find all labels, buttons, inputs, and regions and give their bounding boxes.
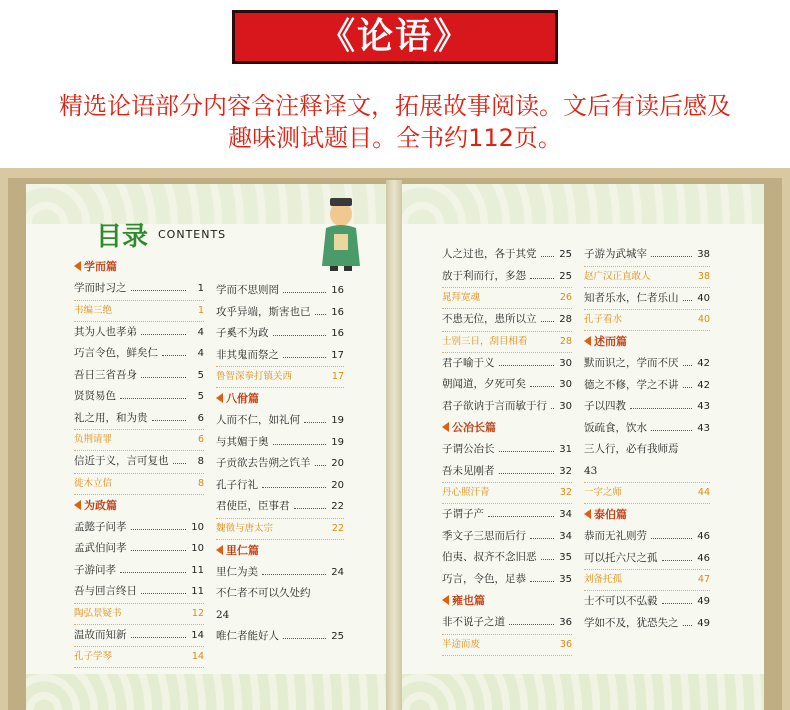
page-number: 32: [559, 487, 572, 498]
entry-title: 子游为武城宰: [584, 248, 647, 260]
page-number: 11: [191, 586, 204, 597]
dot-leader: [651, 256, 692, 257]
page-number: 24: [331, 566, 344, 578]
entry-title: 学而不思则罔: [216, 284, 279, 296]
page-number: 8: [197, 456, 204, 467]
dot-leader: [162, 355, 186, 356]
page-number: 17: [331, 371, 344, 382]
cloud-pattern-bottom: [26, 674, 386, 710]
toc-extended-story: [442, 287, 572, 309]
toc-extended-story: [584, 482, 710, 504]
toc-entry: [442, 547, 572, 569]
page-number: 30: [559, 357, 572, 369]
entry-title: 孟武伯问孝: [74, 542, 127, 554]
story-title: 韦编三绝: [74, 304, 113, 316]
page-number: 28: [559, 314, 572, 325]
dot-leader: [131, 637, 186, 638]
section-label: 公冶长篇: [452, 421, 496, 434]
toc-entry: [74, 322, 204, 344]
story-title: 一字之师: [584, 487, 623, 498]
dot-leader: [315, 465, 326, 466]
entry-title: 君子欲讷于言而敏于行: [442, 399, 547, 412]
page-number: 19: [331, 415, 344, 426]
toc-entry: [584, 461, 710, 483]
page-number: 11: [191, 564, 204, 576]
toc-extended-story: [216, 518, 344, 540]
page-number: 30: [559, 400, 572, 412]
toc-entry: [442, 374, 572, 396]
story-title: 丹心照汗青: [442, 487, 490, 498]
toc-entry: [216, 323, 344, 345]
toc-entry: [74, 538, 204, 560]
toc-entry: [216, 432, 344, 454]
toc-entry: [584, 288, 710, 310]
page-number: 10: [191, 521, 204, 533]
toc-entry: [74, 386, 204, 408]
page-number: 16: [331, 328, 344, 339]
toc-entry: [584, 244, 710, 266]
toc-entry: [442, 353, 572, 375]
page-number: 34: [559, 530, 572, 542]
entry-title: 子游问孝: [74, 563, 116, 576]
dot-leader: [131, 550, 186, 551]
toc-entry: [584, 526, 710, 548]
dot-leader: [530, 581, 554, 582]
toc-extended-story: [74, 300, 204, 322]
dot-leader: [651, 430, 692, 431]
page-number: 19: [331, 436, 344, 448]
dot-leader: [152, 420, 186, 421]
toc-entry: [584, 375, 710, 397]
toc-entry: [442, 569, 572, 591]
entry-title: 非不说子之道: [442, 616, 505, 628]
page-number: 40: [697, 292, 710, 304]
toc-subtitle: CONTENTS: [158, 228, 227, 241]
story-title: 孔子看水: [584, 314, 623, 325]
triangle-marker-icon: [216, 545, 223, 555]
dot-leader: [273, 444, 326, 445]
entry-title: 君使臣，臣事君: [216, 500, 290, 512]
page-number: 36: [559, 638, 572, 650]
dot-leader: [262, 487, 326, 488]
page-number: 42: [697, 379, 710, 391]
entry-title: 孔子行礼: [216, 478, 258, 491]
page-number: 4: [197, 326, 204, 338]
page-number: 49: [697, 596, 710, 607]
triangle-marker-icon: [442, 422, 449, 432]
page-number: 16: [331, 285, 344, 296]
page-number: 35: [559, 573, 572, 585]
dot-leader: [315, 314, 326, 315]
entry-title: 礼之用，和为贵: [74, 411, 148, 424]
toc-entry: [216, 410, 344, 432]
toc-entry: [216, 583, 344, 605]
page-number: 46: [697, 531, 710, 542]
right-page: [402, 184, 764, 710]
story-title: 鲁智深拳打镇关西: [216, 371, 293, 382]
dot-leader: [304, 422, 326, 423]
toc-entry: [584, 418, 710, 440]
story-title: 刘备托孤: [584, 574, 623, 585]
entry-title: 恭而无礼则劳: [584, 530, 647, 542]
entry-title: 子谓子产: [442, 508, 484, 520]
entry-title: 不仁者不可以久处约: [216, 587, 311, 599]
story-title: 徙木立信: [74, 477, 113, 489]
book-spine: [386, 180, 402, 710]
page-number: 14: [191, 629, 204, 641]
toc-entry: [442, 266, 572, 288]
description-line-2: 趣味测试题目。全书约112页。: [228, 124, 562, 152]
page-number: 28: [559, 335, 572, 347]
story-title: 半途而废: [442, 638, 481, 650]
toc-entry: [74, 408, 204, 430]
page-number: 10: [191, 543, 204, 554]
page-number: 36: [559, 617, 572, 628]
toc-entry: [216, 302, 344, 324]
toc-entry: [584, 548, 710, 570]
toc-extended-story: [74, 646, 204, 668]
toc-entry: [442, 504, 572, 526]
section-label: 学而篇: [84, 260, 117, 273]
entry-title: 孟懿子问孝: [74, 520, 127, 533]
page-number: 42: [697, 358, 710, 369]
toc-entry: [216, 475, 344, 497]
page-number: 43: [697, 422, 710, 434]
section-label: 泰伯篇: [594, 508, 627, 521]
page-number: 20: [331, 479, 344, 491]
toc-section-heading: [216, 540, 344, 562]
entry-title: 士不可以不弘毅: [584, 595, 658, 607]
entry-title: 子奚不为政: [216, 327, 269, 339]
toc-entry: [442, 461, 572, 483]
entry-title: 三人行，必有我师焉: [584, 443, 679, 455]
entry-title: 非其鬼而祭之: [216, 348, 279, 361]
entry-title: 与其媚于奥: [216, 435, 269, 448]
left-page: [26, 184, 386, 710]
dot-leader: [530, 386, 554, 387]
section-label: 述而篇: [594, 335, 627, 348]
dot-leader: [499, 365, 554, 366]
entry-title: 吾与回言终日: [74, 585, 137, 597]
page-number: 25: [331, 631, 344, 642]
entry-title: 吾未见刚者: [442, 464, 495, 477]
dot-leader: [683, 625, 692, 626]
triangle-marker-icon: [216, 393, 223, 403]
page-number: 4: [197, 348, 204, 359]
page-number: 22: [331, 522, 344, 534]
entry-title: 君子喻于义: [442, 356, 495, 369]
story-title: 孔子学琴: [74, 651, 113, 662]
dot-leader: [273, 335, 326, 336]
toc-entry: [442, 526, 572, 548]
page-number: 22: [331, 501, 344, 512]
page-number: 46: [697, 552, 710, 564]
dot-leader: [141, 334, 186, 335]
toc-extended-story: [584, 266, 710, 288]
dot-leader: [283, 638, 326, 639]
story-title: 负荆请罪: [74, 434, 113, 445]
entry-title: 子以四教: [584, 400, 626, 412]
entry-title: 其为人也孝弟: [74, 325, 137, 338]
toc-entry: [442, 309, 572, 331]
toc-entry: [442, 439, 572, 461]
dot-leader: [141, 377, 186, 378]
toc-extended-story: [442, 634, 572, 656]
dot-leader: [499, 451, 554, 452]
toc-entry: [584, 613, 710, 635]
entry-title: 饭疏食，饮水: [584, 421, 647, 434]
description-line-1: 精选论语部分内容含注释译文，拓展故事阅读。文后有读后感及: [59, 92, 731, 120]
cloud-pattern: [402, 184, 764, 224]
toc-entry: [216, 345, 344, 367]
page-number: 31: [559, 444, 572, 455]
dot-leader: [294, 508, 326, 509]
toc-section-heading: [216, 388, 344, 410]
entry-title: 巧言令色，鲜矣仁: [74, 347, 158, 359]
toc-entry: [216, 280, 344, 302]
toc-extended-story: [584, 569, 710, 591]
entry-title: 默而识之，学而不厌: [584, 357, 679, 369]
page-number: 14: [191, 651, 204, 662]
toc-section-heading: [74, 256, 204, 278]
dot-leader: [683, 365, 692, 366]
page-number: 38: [697, 270, 710, 282]
entry-title: 学如不及，犹恐失之: [584, 616, 679, 629]
page-number: 20: [331, 458, 344, 469]
section-label: 雍也篇: [452, 594, 485, 607]
page-number: 8: [197, 477, 204, 489]
toc-extended-story: [442, 331, 572, 353]
dot-leader: [262, 574, 326, 575]
page-number: 47: [697, 574, 710, 585]
dot-leader: [541, 256, 554, 257]
page-number: 12: [191, 607, 204, 619]
page-number: 6: [197, 434, 204, 445]
toc-extended-story: [216, 366, 344, 388]
page-number: 43: [697, 401, 710, 412]
section-label: 里仁篇: [226, 543, 259, 557]
dot-leader: [541, 559, 554, 560]
toc-entry: [584, 353, 710, 375]
dot-leader: [120, 572, 186, 573]
entry-title: 放于利而行，多怨: [442, 269, 526, 282]
story-title: 士别三日，刮目相看: [442, 335, 528, 347]
toc-entry: [584, 591, 710, 613]
toc-entry: [584, 396, 710, 418]
page-number: 26: [559, 292, 572, 303]
page-number: 35: [559, 552, 572, 563]
toc-extended-story: [584, 309, 710, 331]
toc-entry: [442, 396, 572, 418]
entry-title: 德之不修，学之不讲: [584, 378, 679, 391]
page-number: 44: [697, 487, 710, 498]
toc-entry: [74, 343, 204, 365]
dot-leader: [651, 538, 692, 539]
entry-title: 贤贤易色: [74, 390, 116, 402]
toc-section-heading: [584, 504, 710, 526]
dot-leader: [173, 463, 186, 464]
entry-title: 伯夷、叔齐不念旧恶: [442, 551, 537, 563]
entry-title: 巧言，令色，足恭: [442, 572, 526, 585]
dot-leader: [551, 408, 554, 409]
triangle-marker-icon: [442, 595, 449, 605]
entry-title: 朝闻道，夕死可矣: [442, 378, 526, 390]
toc-entry: [216, 626, 344, 648]
toc-entry: [442, 244, 572, 266]
dot-leader: [131, 290, 186, 291]
page-number: 34: [559, 509, 572, 520]
entry-title: 学而时习之: [74, 282, 127, 294]
entry-title: 不患无位，患所以立: [442, 313, 537, 325]
dot-leader: [120, 398, 186, 399]
dot-leader: [488, 516, 554, 517]
toc-entry: [74, 278, 204, 300]
dot-leader: [499, 473, 554, 474]
toc-entry: [584, 439, 710, 461]
toc-extended-story: [74, 603, 204, 625]
dot-leader: [662, 560, 692, 561]
entry-title: 子贡欲去告朔之饩羊: [216, 457, 311, 469]
dot-leader: [541, 321, 554, 322]
triangle-marker-icon: [74, 261, 81, 271]
entry-title: 子谓公冶长: [442, 443, 495, 455]
page-number: 32: [559, 465, 572, 477]
page-number: 6: [197, 412, 204, 424]
toc-entry: [74, 365, 204, 387]
story-title: 赵广汉正直敢人: [584, 270, 651, 282]
dot-leader: [283, 292, 326, 293]
section-label: 为政篇: [84, 498, 117, 512]
story-title: 晁拜宽魂: [442, 292, 481, 303]
section-label: 八佾篇: [226, 392, 259, 405]
page-number: 16: [331, 306, 344, 318]
toc-section-heading: [442, 590, 572, 612]
entry-title: 攻乎异端，斯害也已: [216, 305, 311, 318]
toc-title: 目录: [96, 222, 149, 252]
page-number: 49: [697, 617, 710, 629]
entry-title: 43: [584, 464, 598, 477]
entry-title: 人之过也，各于其党: [442, 248, 537, 260]
toc-column-2: [216, 280, 344, 648]
toc-section-heading: [584, 331, 710, 353]
triangle-marker-icon: [74, 500, 81, 510]
entry-title: 温故而知新: [74, 628, 127, 641]
toc-column-3: [442, 244, 572, 656]
toc-entry: [216, 605, 344, 627]
entry-title: 唯仁者能好人: [216, 630, 279, 642]
toc-entry: [442, 612, 572, 634]
triangle-marker-icon: [584, 336, 591, 346]
entry-title: 知者乐水，仁者乐山: [584, 291, 679, 304]
entry-title: 可以托六尺之孤: [584, 551, 658, 564]
toc-entry: [216, 562, 344, 584]
page-number: 5: [197, 391, 204, 402]
toc-entry: [74, 625, 204, 647]
toc-entry: [74, 451, 204, 473]
toc-extended-story: [442, 482, 572, 504]
toc-section-heading: [74, 495, 204, 517]
toc-extended-story: [74, 429, 204, 451]
entry-title: 人而不仁，如礼何: [216, 414, 300, 426]
entry-title: 里仁为美: [216, 565, 258, 578]
toc-column-1: [74, 256, 204, 668]
dot-leader: [283, 357, 326, 358]
entry-title: 24: [216, 608, 230, 621]
dot-leader: [141, 593, 186, 594]
toc-entry: [74, 581, 204, 603]
toc-entry: [74, 517, 204, 539]
entry-title: 季文子三思而后行: [442, 529, 526, 542]
dot-leader: [131, 529, 186, 530]
confucius-figure-icon: [316, 194, 366, 272]
cloud-pattern-bottom: [402, 674, 764, 710]
toc-extended-story: [74, 473, 204, 495]
page-number: 25: [559, 249, 572, 260]
dot-leader: [509, 624, 554, 625]
dot-leader: [630, 408, 692, 409]
page-number: 1: [197, 304, 204, 316]
toc-entry: [74, 560, 204, 582]
dot-leader: [530, 278, 554, 279]
dot-leader: [683, 300, 692, 301]
dot-leader: [530, 538, 554, 539]
triangle-marker-icon: [584, 509, 591, 519]
toc-entry: [216, 453, 344, 475]
entry-title: 吾日三省吾身: [74, 368, 137, 381]
page-number: 40: [697, 314, 710, 325]
toc-section-heading: [442, 417, 572, 439]
page-number: 38: [697, 249, 710, 260]
page-number: 5: [197, 369, 204, 381]
page-number: 25: [559, 270, 572, 282]
page-number: 1: [197, 283, 204, 294]
dot-leader: [662, 603, 692, 604]
title-banner: 《论语》: [232, 10, 558, 64]
toc-entry: [216, 496, 344, 518]
page-number: 17: [331, 349, 344, 361]
entry-title: 信近于义，言可复也: [74, 455, 169, 467]
story-title: 陶弘景疑书: [74, 607, 122, 619]
dot-leader: [683, 387, 692, 388]
toc-column-4: [584, 244, 710, 634]
page-number: 30: [559, 379, 572, 390]
story-title: 魏徵与唐太宗: [216, 522, 274, 534]
